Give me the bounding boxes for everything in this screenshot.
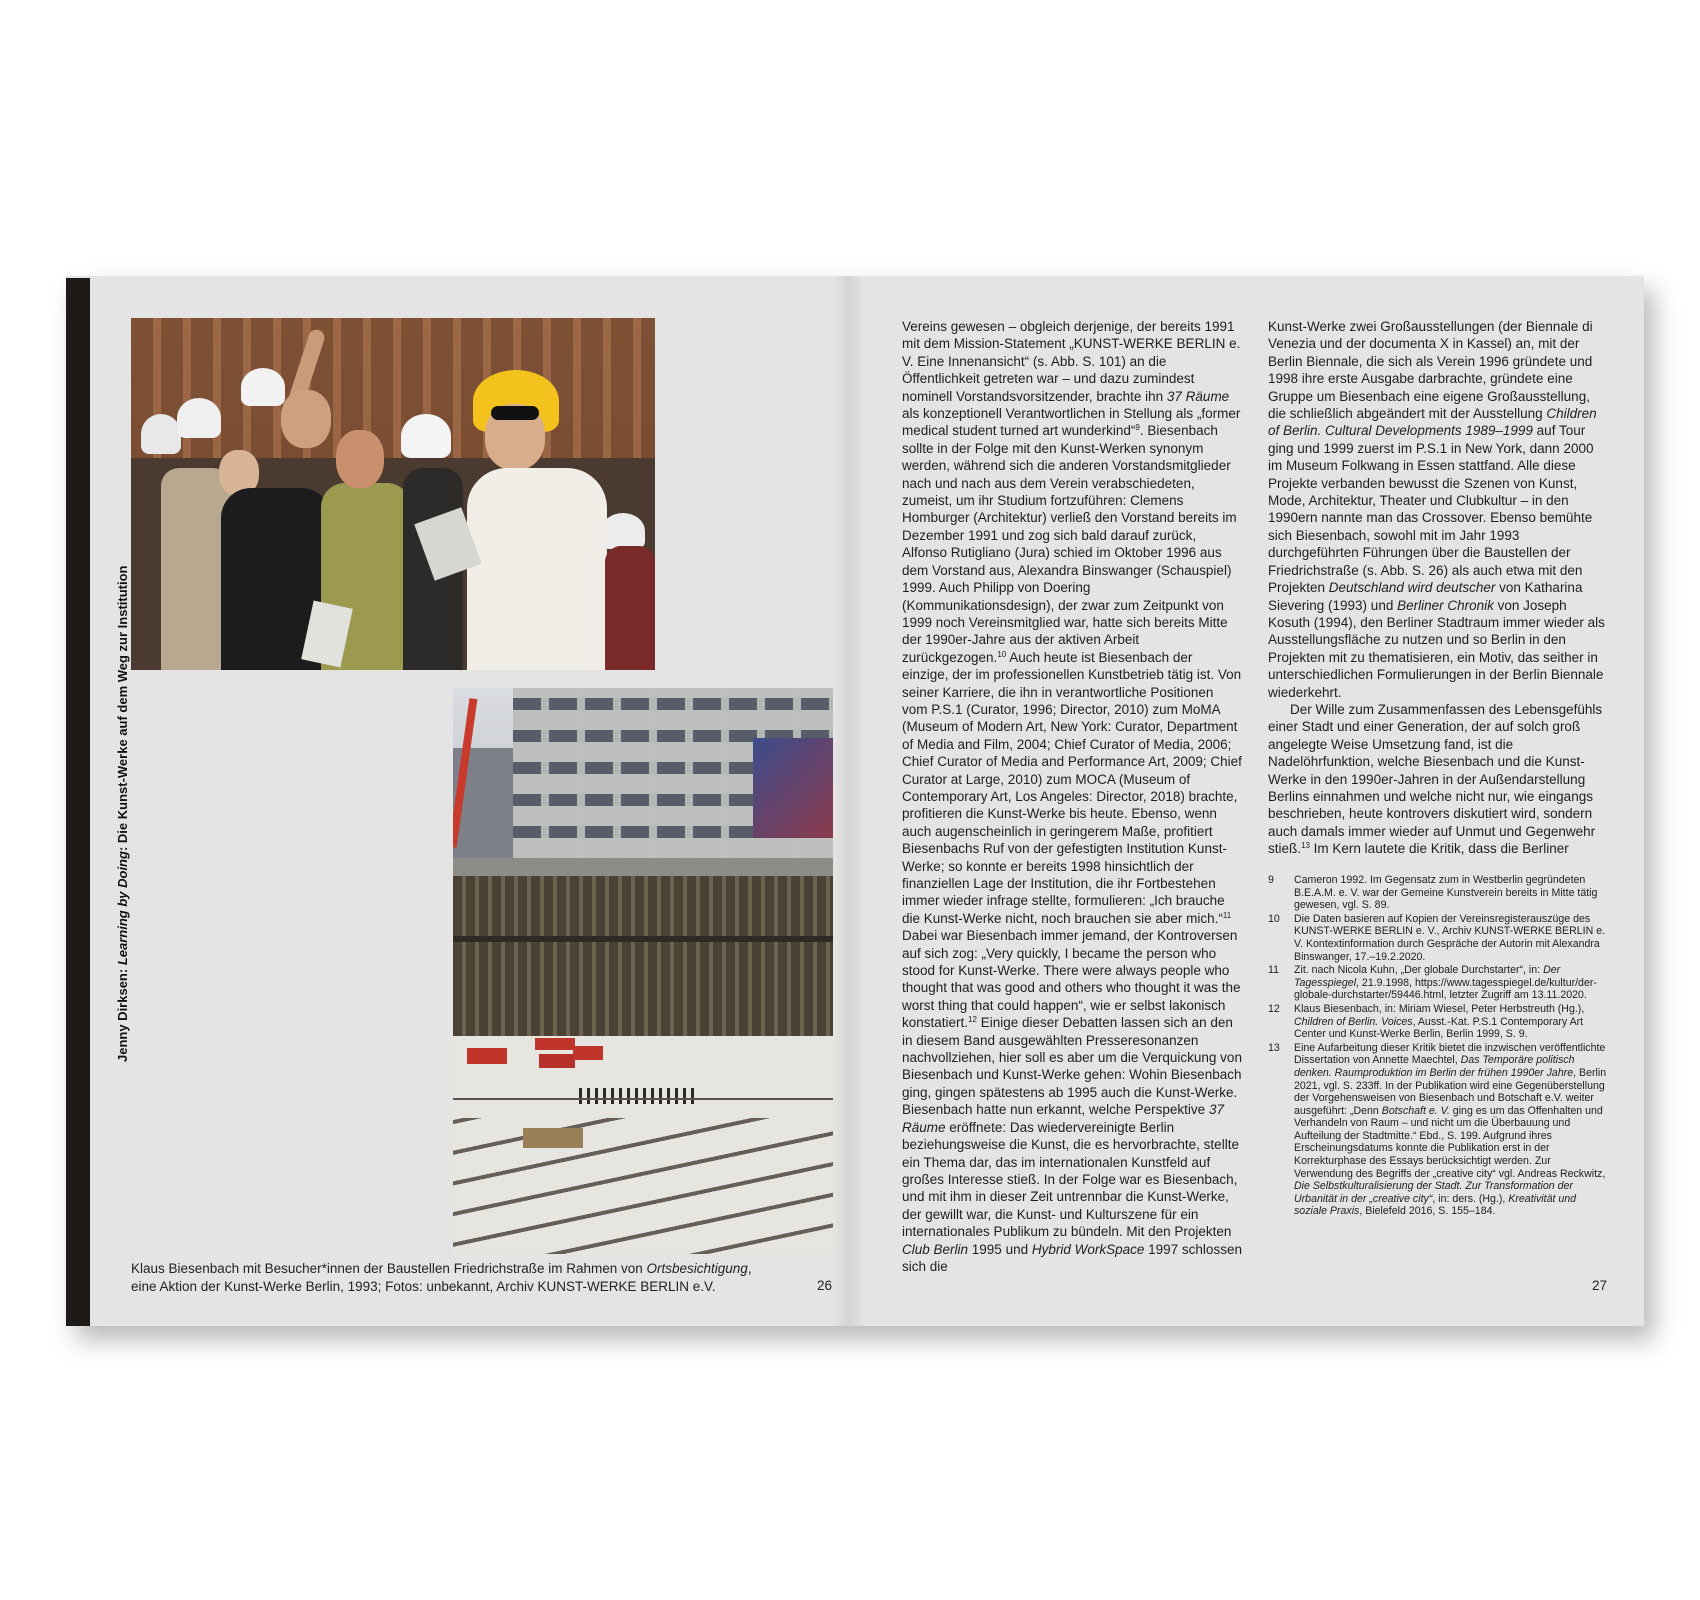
footnote: 10 Die Daten basieren auf Kopien der Vereinsregisterauszüge des KUNST-WERKE BERLIN e. V., Archiv KUNST-WERKE BERLIN e. V. Kontextinformation durch Gespräche der Autorin mit Alexandra Binswanger, 17.–19.2.2020. <box>1268 912 1606 963</box>
photo-visitors-hardhats <box>131 318 655 670</box>
body-text-column-1 <box>902 318 1242 1275</box>
book-spine <box>66 278 90 1326</box>
paragraph: Vereins gewesen – obgleich derjenige, der bereits 1991 mit dem Mission-Statement „KUNST-WERKE BERLIN e. V. Eine Innenansicht“ (s. Abb. S. 101) an die Öffentlichkeit getreten war – und dazu zumindest nominell Vorstandsvorsitzender, brachte ihn 37 Räume als konzeptionell Verantwortlichen in Stellung als „former medical student turned art wunderkind“$^9$. Biesenbach sollte in der Folge mit den Kunst-Werken synonym werden, während sich die anderen Vorstandsmitglieder nach und nach aus dem Verein verabschiedeten, zumeist, um ihr Studium fortzuführen: Clemens Homburger (Architektur) verließ den Vorstand bereits im Dezember 1991 und zog sich bald darauf zurück, Alfonso Rutigliano (Jura) schied im Oktober 1996 aus dem Vorstand aus, Alexandra Binswanger (Schauspiel) 1999. Auch Philipp von Doering (Kommunikationsdesign), der zwar zum Zeitpunkt von 1999 noch Vereinsmitglied war, hatte sich bereits Mitte der 1990er-Jahre aus der aktiven Arbeit zurückgezogen.$^{10}$ Auch heute ist Biesenbach der einzige, der im professionellen Kunstbetrieb tätig ist. Von seiner Karriere, die ihn in verantwortliche Positionen vom P.S.1 (Curator, 1996; Director, 2010) zum MoMA (Museum of Modern Art, New York: Curator, Department of Media and Film, 2004; Chief Curator of Media, 2006; Chief Curator of Media and Performance Art, 2009; Chief Curator at Large, 2010) zum MOCA (Museum of Contemporary Art, Los Angeles: Director, 2018) brachte, profitieren die Kunst-Werke bis heute. Ebenso, wenn auch augenscheinlich in geringerem Maße, profitiert Biesenbachs Ruf von der gefestigten Institution Kunst-Werke; so konnte er bereits 1998 hinsichtlich der finanziellen Lage der Institution, die ihr Fortbestehen immer wieder infrage stellte, formulieren: „Ich brauche die Kunst-Werke nicht, noch brauchen sie aber mich.“$^{11}$ Dabei war Biesenbach immer jemand, der Kontroversen auf sich zog: „Very quickly, I became the person who stood for Kunst-Werke. There were always people who thought that was good and others who thought it was the worst thing that could happen“, wie er selbst lakonisch konstatiert.$^{12}$ Einige dieser Debatten lassen sich an den in diesem Band ausgewählten Presseresonanzen nachvollziehen, hier soll es aber um die Verquickung von Biesenbach und Kunst-Werke gehen: Wohin Biesenbach ging, gingen spätestens ab 1995 auch die Kunst-Werke. Biesenbach hatte nun erkannt, welche Perspektive 37 Räume eröffnete: Das wiedervereinigte Berlin beziehungsweise die Kunst, die es hervorbrachte, stellte ein Thema dar, das im internationalen Kunstfeld auf großes Interesse stieß. In der Folge war es Biesenbach, und mit ihm in dieser Zeit untrennbar die Kunst-Werke, der gewillt war, die Kunst- und Kulturszene für ein internationales Publikum zu bündeln. Mit den Projekten Club Berlin 1995 und Hybrid WorkSpace 1997 schlossen sich die <box>902 319 1242 1274</box>
footnote: 11 Zit. nach Nicola Kuhn, „Der globale Durchstarter“, in: Der Tagesspiegel, 21.9.1998, https://www.tagesspiegel.de/kultur/der-globale-durchstarter/59446.html, letzter Zugriff am 13.11.2020. <box>1268 964 1597 1002</box>
footnote: 9 Cameron 1992. Im Gegensatz zum in Westberlin gegründeten B.E.A.M. e. V. war der Gemeine Kunstverein bereits in Mitte tätig gewesen, vgl. S. 89. <box>1268 874 1598 912</box>
paragraph: Der Wille zum Zusammenfassen des Lebensgefühls einer Stadt und einer Generation, der auf solch groß angelegte Weise Umsetzung fand, ist die Nadelöhrfunktion, welche Biesenbach und die Kunst-Werke in den 1990er-Jahren in der Außendarstellung Berlins einnahmen und welche nicht nur, wie eingangs beschrieben, heute kontrovers diskutiert wird, sondern auch damals immer wieder auf Unmut und Gegenwehr stieß.$^{13}$ Im Kern lautete die Kritik, dass die Berliner <box>1268 701 1603 857</box>
photo-construction-site <box>453 688 833 1254</box>
footnote: 13 Eine Aufarbeitung dieser Kritik bietet die inzwischen veröffentlichte Dissertation von Annette Maechtel, Das Temporäre politisch denken. Raumproduktion im Berlin der frühen 1990er Jahre, Berlin 2021, vgl. S. 233ff. In der Publikation wird eine Gegenüberstellung der Vorgehensweisen von Biesenbach und Botschaft e.V. weiter ausgeführt: „Denn Botschaft e. V. ging es um das Offenhalten und Verhandeln von Raum – und nicht um die Überbauung und Aufteilung der Stadtmitte.“ Ebd., S. 199. Aufgrund ihres Erscheinungsdatums konnte die Publikation erst in der Korrekturphase des Essays berücksichtigt werden. Zur Verwendung des Begriffs der „creative city“ vgl. Andreas Reckwitz, Die Selbstkulturalisierung der Stadt. Zur Transformation der Urbanität in der „creative city“, in: ders. (Hg.), Kreativität und soziale Praxis, Bielefeld 2016, S. 155–184. <box>1268 1041 1607 1218</box>
page-number-left: 26 <box>817 1278 833 1293</box>
figure-caption: Klaus Biesenbach mit Besucher*innen der Baustellen Friedrichstraße im Rahmen von Ortsbesichtigung, eine Aktion der Kunst-Werke Berlin, 1993; Fotos: unbekannt, Archiv KUNST-WERKE BERLIN e.V. <box>131 1261 752 1294</box>
footnotes <box>1268 874 1608 1219</box>
footnote: 12 Klaus Biesenbach, in: Miriam Wiesel, Peter Herbstreuth (Hg.), Children of Berlin. Voices, Ausst.-Kat. P.S.1 Contemporary Art Center und Kunst-Werke Berlin, Berlin 1999, S. 9. <box>1268 1002 1585 1041</box>
page-gutter <box>834 276 864 1326</box>
body-text-column-2 <box>1268 318 1608 858</box>
running-head: Jenny Dirksen: Learning by Doing: Die Kunst-Werke auf dem Weg zur Institution <box>115 565 130 1062</box>
paragraph: Kunst-Werke zwei Großausstellungen (der Biennale di Venezia und der documenta X in Kassel) an, mit der Berlin Biennale, die sich als Verein 1996 gründete und 1998 ihre erste Ausgabe darbrachte, gründete eine Gruppe um Biesenbach eine eigene Großausstellung, die schließlich abgeändert mit der Ausstellung Children of Berlin. Cultural Developments 1989–1999 auf Tour ging und 1999 zuerst im P.S.1 in New York, dann 2000 im Museum Folkwang in Essen stattfand. Alle diese Projekte verbanden bewusst die Szenen von Kunst, Mode, Architektur, Theater und Clubkultur – in den 1990ern nannte man das Crossover. Ebenso bemühte sich Biesenbach, sowohl mit im Jahr 1993 durchgeführten Führungen über die Baustellen der Friedrichstraße (s. Abb. S. 26) als auch etwa mit den Projekten Deutschland wird deutscher von Katharina Sievering (1993) und Berliner Chronik von Joseph Kosuth (1994), den Berliner Stadtraum immer wieder als Ausstellungsfläche zu nutzen und so Berlin in den Projekten mit zu thematisieren, ein Motiv, das seither in unterschiedlichen Formulierungen in der Berlin Biennale wiederkehrt. <box>1268 319 1605 700</box>
page-number-right: 27 <box>1592 1278 1608 1293</box>
